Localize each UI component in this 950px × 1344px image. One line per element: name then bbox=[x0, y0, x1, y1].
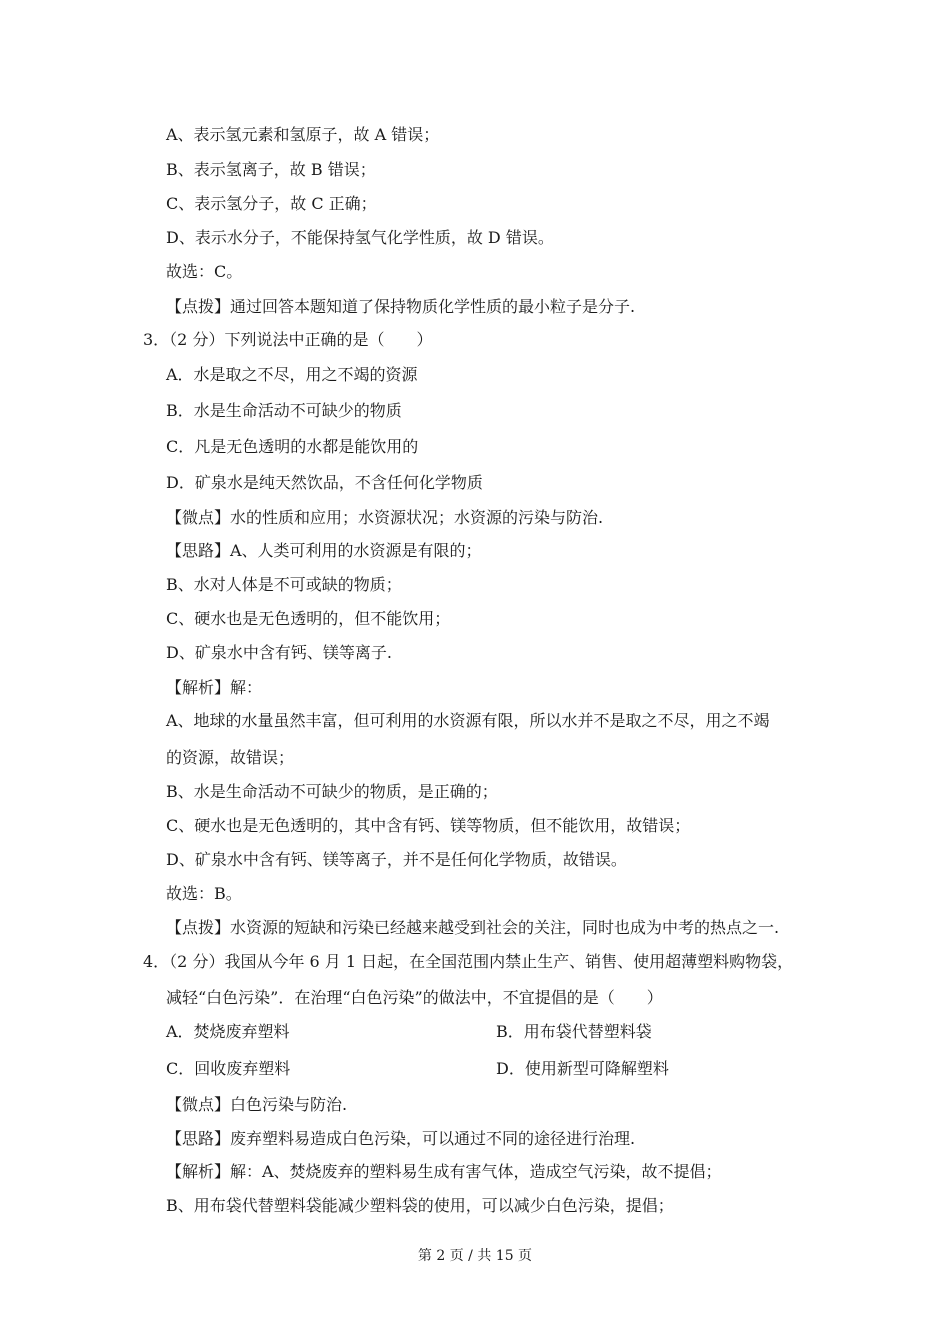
option-c: C．回收废弃塑料 bbox=[166, 1059, 291, 1078]
option-a: A．焚烧废弃塑料 bbox=[166, 1022, 290, 1041]
text-line: 故选：B。 bbox=[166, 884, 242, 903]
text-line: B、水是生命活动不可缺少的物质，是正确的； bbox=[166, 782, 498, 801]
page-footer: 第 2 页 / 共 15 页 bbox=[417, 1248, 533, 1264]
text-line: 【解析】解：A、焚烧废弃的塑料易生成有害气体，造成空气污染，故不提倡； bbox=[166, 1162, 722, 1181]
text-line: C、硬水也是无色透明的，但不能饮用； bbox=[166, 609, 451, 628]
text-line: 减轻“白色污染”．在治理“白色污染”的做法中，不宜提倡的是（ ） bbox=[166, 988, 663, 1007]
text-line: 故选：C。 bbox=[166, 262, 243, 281]
option-d: D．矿泉水是纯天然饮品，不含任何化学物质 bbox=[166, 473, 483, 492]
text-line: D、矿泉水中含有钙、镁等离子. bbox=[166, 643, 392, 662]
text-line: 【解析】解： bbox=[166, 678, 263, 697]
text-line: B、表示氢离子，故 B 错误； bbox=[166, 160, 376, 179]
option-c: C．凡是无色透明的水都是能饮用的 bbox=[166, 437, 419, 456]
option-a: A．水是取之不尽，用之不竭的资源 bbox=[166, 365, 418, 384]
text-line: 【微点】白色污染与防治. bbox=[166, 1095, 348, 1114]
option-b: B．用布袋代替塑料袋 bbox=[496, 1022, 652, 1041]
text-line: D、矿泉水中含有钙、镁等离子，并不是任何化学物质，故错误。 bbox=[166, 850, 627, 869]
text-line: B、水对人体是不可或缺的物质； bbox=[166, 575, 402, 594]
text-line: D、表示水分子，不能保持氢气化学性质，故 D 错误。 bbox=[166, 228, 554, 247]
question-4-stem: 4．（2 分）我国从今年 6 月 1 日起，在全国范围内禁止生产、销售、使用超薄塑料购物袋， bbox=[143, 952, 794, 971]
text-line: A、地球的水量虽然丰富，但可利用的水资源有限，所以水并不是取之不尽，用之不竭 bbox=[166, 711, 770, 730]
text-line: 【点拨】水资源的短缺和污染已经越来越受到社会的关注，同时也成为中考的热点之一. bbox=[166, 918, 780, 937]
option-d: D．使用新型可降解塑料 bbox=[496, 1059, 669, 1078]
text-line: A、表示氢元素和氢原子，故 A 错误； bbox=[166, 125, 440, 144]
text-line: 【点拨】通过回答本题知道了保持物质化学性质的最小粒子是分子. bbox=[166, 297, 636, 316]
text-line: C、硬水也是无色透明的，其中含有钙、镁等物质，但不能饮用，故错误； bbox=[166, 816, 691, 835]
question-3-stem: 3．（2 分）下列说法中正确的是（ ） bbox=[143, 330, 433, 349]
text-line: C、表示氢分子，故 C 正确； bbox=[166, 194, 377, 213]
text-line: B、用布袋代替塑料袋能减少塑料袋的使用，可以减少白色污染，提倡； bbox=[166, 1196, 674, 1215]
text-line: 【微点】水的性质和应用；水资源状况；水资源的污染与防治. bbox=[166, 508, 604, 527]
text-line: 【思路】A、人类可利用的水资源是有限的； bbox=[166, 541, 482, 560]
text-line: 的资源，故错误； bbox=[166, 748, 295, 767]
option-b: B．水是生命活动不可缺少的物质 bbox=[166, 401, 402, 420]
text-line: 【思路】废弃塑料易造成白色污染，可以通过不同的途径进行治理. bbox=[166, 1129, 636, 1148]
